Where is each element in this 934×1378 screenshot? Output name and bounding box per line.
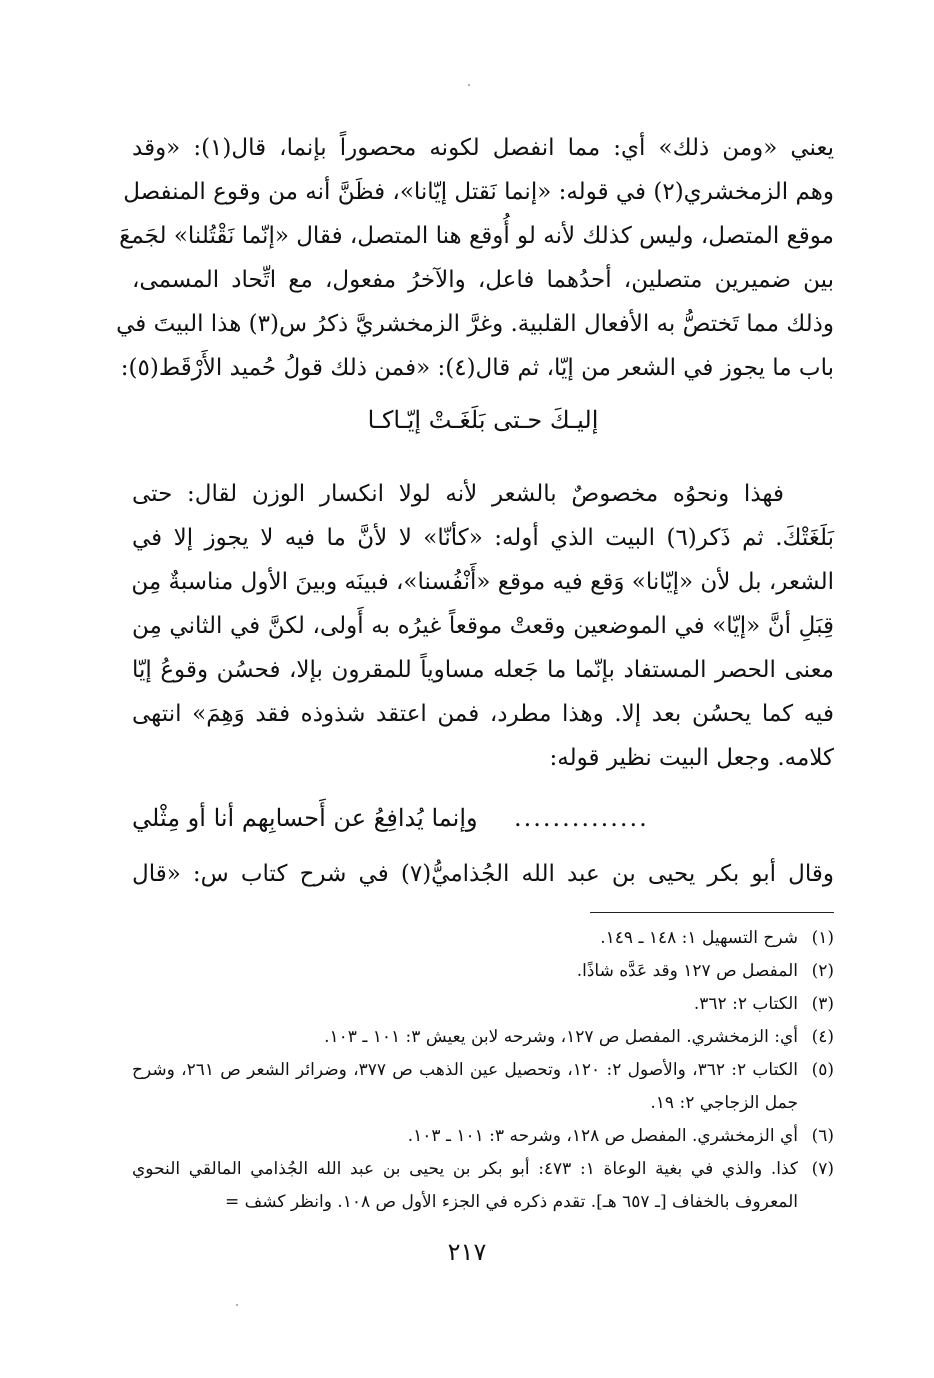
footnote-text: أي: الزمخشري. المفصل ص ١٢٧، وشرحه لابن يعيش ٣: ١٠١ ـ ١٠٣. <box>324 1027 798 1047</box>
text-line: بَلَغَتْكَ. ثم ذَكر(٦) البيت الذي أوله: «كأنّا» لا لأنَّ ما فيه لا يجوز إلا في <box>132 525 834 551</box>
footnote <box>132 1021 834 1054</box>
footnote-text: الكتاب ٢: ٣٦٢. <box>693 994 798 1014</box>
footnote-text: الكتاب ٢: ٣٦٢، والأصول ٢: ١٢٠، وتحصيل عين الذهب ص ٣٧٧، وضرائر الشعر ص ٢٦١، وشرح جمل الزجاجي ٢: ١٩. <box>132 1060 798 1113</box>
text-line: باب ما يجوز في الشعر من إيّا، ثم قال(٤): «فمن ذلك قولُ حُميد الأَرْقَط(٥): <box>120 355 834 381</box>
footnote <box>132 988 834 1021</box>
footnote-text: المفصل ص ١٢٧ وقد عَدَّه شاذًا. <box>576 961 798 981</box>
verse-2-first-hemistich: .............. <box>514 804 649 832</box>
footnote-number: (٦) <box>811 1126 834 1146</box>
text-line: يعني «ومن ذلك» أي: مما انفصل لكونه محصوراً بإنما، قال(١): «وقد <box>132 135 834 161</box>
footnote-text: شرح التسهيل ١: ١٤٨ ـ ١٤٩. <box>600 928 798 948</box>
footnote-text: أي الزمخشري. المفصل ص ١٢٨، وشرحه ٣: ١٠١ ـ ١٠٣. <box>407 1126 798 1146</box>
footnote <box>132 922 834 955</box>
footnote-number: (٢) <box>811 961 834 981</box>
footnote-number: (١) <box>811 928 834 948</box>
text-line: وقال أبو بكر يحيى بن عبد الله الجُذاميُّ(٧) في شرح كتاب س: «قال <box>132 861 834 887</box>
verse-1: إليـكَ حـتى بَلَغَـتْ إيّـاكـا <box>367 406 599 434</box>
footnote-number: (٧) <box>811 1159 834 1179</box>
text-line: معنى الحصر المستفاد بإنّما ما جَعله مساوياً للمقرون بإلا، فحسُن وقوعُ إيّا <box>132 657 834 683</box>
footnote-separator <box>590 912 834 913</box>
verse-2 <box>132 794 834 842</box>
text-line: فهذا ونحوُه مخصوصٌ بالشعر لأنه لولا انكسار الوزن لقال: حتى <box>132 481 784 507</box>
text-line: كلامه. وجعل البيت نظير قوله: <box>549 745 834 771</box>
footnotes <box>132 922 834 1219</box>
footnote <box>132 1054 834 1120</box>
text-line: فيه كما يحسُن بعد إلا. وهذا مطرد، فمن اعتقد شذوذه فقد وَهِمَ» انتهى <box>132 701 834 727</box>
text-line: وذلك مما تَختصُّ به الأفعال القلبية. وغرَّ الزمخشريَّ ذكرُ س(٣) هذا البيتَ في <box>116 311 834 337</box>
text-line: الشعر، بل لأن «إيّانا» وَقع فيه موقع «أَنْفُسنا»، فبينَه وبينَ الأول مناسبةٌ مِن <box>131 569 834 595</box>
verse-2-second-hemistich: وإنما يُدافِعُ عن أَحسابِهم أنا أو مِثْلي <box>132 804 478 832</box>
footnote-number: (٥) <box>811 1060 834 1080</box>
text-line: وهم الزمخشري(٢) في قوله: «إنما نَقتل إيّانا»، فظَنَّ أنه من وقوع المنفصل <box>123 179 834 205</box>
text-line: قِبَلِ أنَّ «إيّا» في الموضعين وقعتْ موقعاً غيرُه به أَولى، لكنَّ في الثاني مِن <box>132 613 834 639</box>
paragraph-2 <box>132 472 834 780</box>
paper-speck <box>236 1304 238 1306</box>
footnote-number: (٤) <box>811 1027 834 1047</box>
paragraph-3 <box>132 852 834 896</box>
footnote <box>132 955 834 988</box>
paper-speck <box>468 84 470 86</box>
text-line: موقع المتصل، وليس كذلك لأنه لو أُوقع هنا المتصل، فقال «إنّما نَقْتُلنا» لجَمعَ <box>119 223 834 249</box>
footnote <box>132 1120 834 1153</box>
footnote-text: كذا. والذي في بغية الوعاة ١: ٤٧٣: أبو بكر بن يحيى بن عبد الله الجُذامي المالقي النحوي المعروف بالخفاف [ـ ٦٥٧ هـ]. تقدم ذكره في الجزء الأول ص ١٠٨. وانظر كشف = <box>132 1159 798 1212</box>
text-line: بين ضميرين متصلين، أحدُهما فاعل، والآخرُ مفعول، مع اتِّحاد المسمى، <box>132 267 834 293</box>
paragraph-1 <box>116 126 834 390</box>
footnote-number: (٣) <box>811 994 834 1014</box>
footnote <box>132 1153 834 1219</box>
page-number: ٢١٧ <box>447 1238 487 1266</box>
